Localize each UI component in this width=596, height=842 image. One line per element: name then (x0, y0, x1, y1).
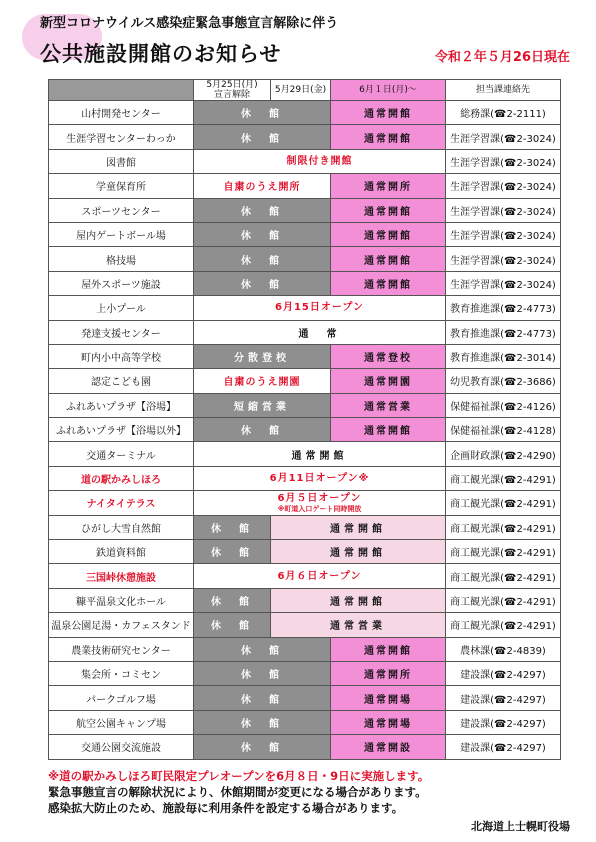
table-row (49, 540, 561, 564)
status-opening-text: 6月６日オープン (277, 570, 362, 582)
date-label: 令和２年５月26日現在 (434, 50, 570, 65)
header-may25: 5月25日(月) 宣言解除 (194, 80, 271, 101)
status-jun1: 通常開所 (331, 174, 446, 198)
contact-dept: 生涯学習課(☎2-3024) (446, 174, 561, 198)
office-name: 北海道上士幌町役場 (471, 820, 570, 833)
facility-name: パークゴルフ場 (49, 686, 194, 710)
facility-name: 航空公園キャンプ場 (49, 710, 194, 734)
contact-dept: 保健福祉課(☎2-4128) (446, 418, 561, 442)
contact-dept: 保健福祉課(☎2-4126) (446, 393, 561, 417)
contact-dept: 農林課(☎2-4839) (446, 637, 561, 661)
facility-name: 格技場 (49, 247, 194, 271)
status-opening-text: 6月15日オープン (275, 302, 364, 314)
facility-name: 認定こども園 (49, 369, 194, 393)
footer-note-change: 緊急事態宣言の解除状況により、休館期間が変更になる場合があります。 (48, 785, 427, 799)
table-row (49, 735, 561, 759)
facility-name: 町内小中高等学校 (49, 344, 194, 368)
facility-name: 交通公園交流施設 (49, 735, 194, 759)
contact-dept: 商工観光課(☎2-4291) (446, 613, 561, 637)
facility-name: ふれあいプラザ【浴場以外】 (49, 418, 194, 442)
status-jun1: 通常営業 (331, 393, 446, 417)
status-may25-may29: 休 館 (194, 101, 331, 125)
facility-name: 図書館 (49, 149, 194, 173)
status-jun1: 通常開場 (331, 710, 446, 734)
contact-dept: 企画財政課(☎2-4290) (446, 442, 561, 466)
contact-dept: 生涯学習課(☎2-3024) (446, 222, 561, 246)
facility-name: 集会所・コミセン (49, 661, 194, 685)
contact-dept: 商工観光課(☎2-4291) (446, 466, 561, 490)
status-may25: 休 館 (194, 540, 271, 564)
status-opening (194, 296, 446, 320)
status-may25: 休 館 (194, 613, 271, 637)
contact-dept: 商工観光課(☎2-4291) (446, 564, 561, 588)
status-jun1: 通常開場 (331, 686, 446, 710)
status-jun1: 通常登校 (331, 344, 446, 368)
table-row (49, 101, 561, 125)
status-note: ※町道入口ゲート同時開放 (277, 505, 362, 514)
footer-note-preopen: ※道の駅かみしほろ町民限定プレオープンを6月８日・9日に実施します。 (48, 769, 430, 783)
status-jun1: 通常開館 (331, 271, 446, 295)
footer-note-conditions: 感染拡大防止のため、施設毎に利用条件を設定する場合があります。 (48, 801, 404, 815)
status-may29-onward: 通常開館 (271, 515, 446, 539)
contact-dept: 教育推進課(☎2-4773) (446, 320, 561, 344)
status-may25: 休 館 (194, 588, 271, 612)
facility-name: スポーツセンター (49, 198, 194, 222)
status-may29-onward: 通常営業 (271, 613, 446, 637)
facility-name: 糠平温泉文化ホール (49, 588, 194, 612)
table-row (49, 393, 561, 417)
table-row (49, 247, 561, 271)
status-jun1: 通常開館 (331, 125, 446, 149)
status-may25-may29: 休 館 (194, 125, 331, 149)
table-row (49, 637, 561, 661)
table-row (49, 466, 561, 490)
table-row (49, 198, 561, 222)
facility-name: ナイタイテラス (49, 491, 194, 515)
page-title: 公共施設開館のお知らせ (40, 42, 282, 66)
table-row (49, 515, 561, 539)
facility-name: ひがし大雪自然館 (49, 515, 194, 539)
header-contact: 担当課連絡先 (446, 80, 561, 101)
contact-dept: 建設課(☎2-4297) (446, 735, 561, 759)
status-jun1: 通常開館 (331, 101, 446, 125)
contact-dept: 総務課(☎2-2111) (446, 101, 561, 125)
facility-name: 交通ターミナル (49, 442, 194, 466)
status-jun1: 通常開館 (331, 198, 446, 222)
table-row (49, 564, 561, 588)
contact-dept: 商工観光課(☎2-4291) (446, 588, 561, 612)
status-normal: 通 常 (194, 320, 446, 344)
status-normal: 通常開館 (194, 442, 446, 466)
status-opening-text: 6月11日オープン※ (269, 473, 370, 485)
table-row (49, 686, 561, 710)
table-row (49, 344, 561, 368)
status-opening-text: 6月５日オープン (277, 493, 362, 505)
status-jun1: 通常開設 (331, 735, 446, 759)
contact-dept: 教育推進課(☎2-3014) (446, 344, 561, 368)
status-may25-may29: 休 館 (194, 247, 331, 271)
contact-dept: 教育推進課(☎2-4773) (446, 296, 561, 320)
table-row (49, 661, 561, 685)
status-may25-may29: 休 館 (194, 418, 331, 442)
header-may29: 5月29日(金) (271, 80, 331, 101)
facility-name: 上小プール (49, 296, 194, 320)
status-opening (194, 149, 446, 173)
status-may29-onward: 通常開館 (271, 540, 446, 564)
facility-name: 農業技術研究センター (49, 637, 194, 661)
status-may25-may29: 短縮営業 (194, 393, 331, 417)
status-opening (194, 564, 446, 588)
facility-name: 山村開発センター (49, 101, 194, 125)
status-may25-may29: 休 館 (194, 271, 331, 295)
status-may25-may29: 分散登校 (194, 344, 331, 368)
contact-dept: 生涯学習課(☎2-3024) (446, 198, 561, 222)
status-jun1: 通常開館 (331, 637, 446, 661)
table-row (49, 125, 561, 149)
header-subtitle: 新型コロナウイルス感染症緊急事態宣言解除に伴う (40, 16, 339, 31)
table-row (49, 222, 561, 246)
contact-dept: 建設課(☎2-4297) (446, 661, 561, 685)
facility-name: 三国峠休憩施設 (49, 564, 194, 588)
facility-name: 鉄道資料館 (49, 540, 194, 564)
facility-name: 屋外スポーツ施設 (49, 271, 194, 295)
status-jun1: 通常開館 (331, 222, 446, 246)
status-jun1: 通常開所 (331, 661, 446, 685)
contact-dept: 生涯学習課(☎2-3024) (446, 247, 561, 271)
contact-dept: 商工観光課(☎2-4291) (446, 515, 561, 539)
contact-dept: 生涯学習課(☎2-3024) (446, 271, 561, 295)
header-blank (49, 80, 194, 101)
status-may25-may29: 休 館 (194, 735, 331, 759)
status-may25-may29: 自粛のうえ開所 (194, 174, 331, 198)
facility-name: 発達支援センター (49, 320, 194, 344)
status-jun1: 通常開館 (331, 247, 446, 271)
facility-name: 生涯学習センターわっか (49, 125, 194, 149)
facility-name: ふれあいプラザ【浴場】 (49, 393, 194, 417)
status-may29-onward: 通常開館 (271, 588, 446, 612)
table-row (49, 369, 561, 393)
status-opening (194, 466, 446, 490)
facility-table (48, 79, 561, 760)
table-row (49, 588, 561, 612)
table-row (49, 174, 561, 198)
status-may25-may29: 休 館 (194, 686, 331, 710)
contact-dept: 商工観光課(☎2-4291) (446, 540, 561, 564)
contact-dept: 建設課(☎2-4297) (446, 686, 561, 710)
facility-name: 屋内ゲートボール場 (49, 222, 194, 246)
contact-dept: 生涯学習課(☎2-3024) (446, 125, 561, 149)
status-opening-text: 制限付き開館 (286, 155, 353, 167)
table-row (49, 296, 561, 320)
status-opening (194, 491, 446, 515)
table-header-row (49, 80, 561, 101)
contact-dept: 幼児教育課(☎2-3686) (446, 369, 561, 393)
status-may25-may29: 休 館 (194, 710, 331, 734)
table-row (49, 149, 561, 173)
contact-dept: 建設課(☎2-4297) (446, 710, 561, 734)
table-row (49, 418, 561, 442)
status-may25-may29: 休 館 (194, 661, 331, 685)
table-row (49, 442, 561, 466)
table-row (49, 710, 561, 734)
table-row (49, 613, 561, 637)
table-row (49, 491, 561, 515)
status-may25-may29: 休 館 (194, 198, 331, 222)
status-may25-may29: 自粛のうえ開園 (194, 369, 331, 393)
status-jun1: 通常開園 (331, 369, 446, 393)
contact-dept: 生涯学習課(☎2-3024) (446, 149, 561, 173)
facility-name: 道の駅かみしほろ (49, 466, 194, 490)
status-may25: 休 館 (194, 515, 271, 539)
table-row (49, 320, 561, 344)
facility-name: 温泉公園足湯・カフェスタンド (49, 613, 194, 637)
facility-name: 学童保育所 (49, 174, 194, 198)
table-row (49, 271, 561, 295)
status-may25-may29: 休 館 (194, 222, 331, 246)
status-jun1: 通常開館 (331, 418, 446, 442)
contact-dept: 商工観光課(☎2-4291) (446, 491, 561, 515)
header-jun1: 6月１日(月)〜 (331, 80, 446, 101)
status-may25-may29: 休 館 (194, 637, 331, 661)
